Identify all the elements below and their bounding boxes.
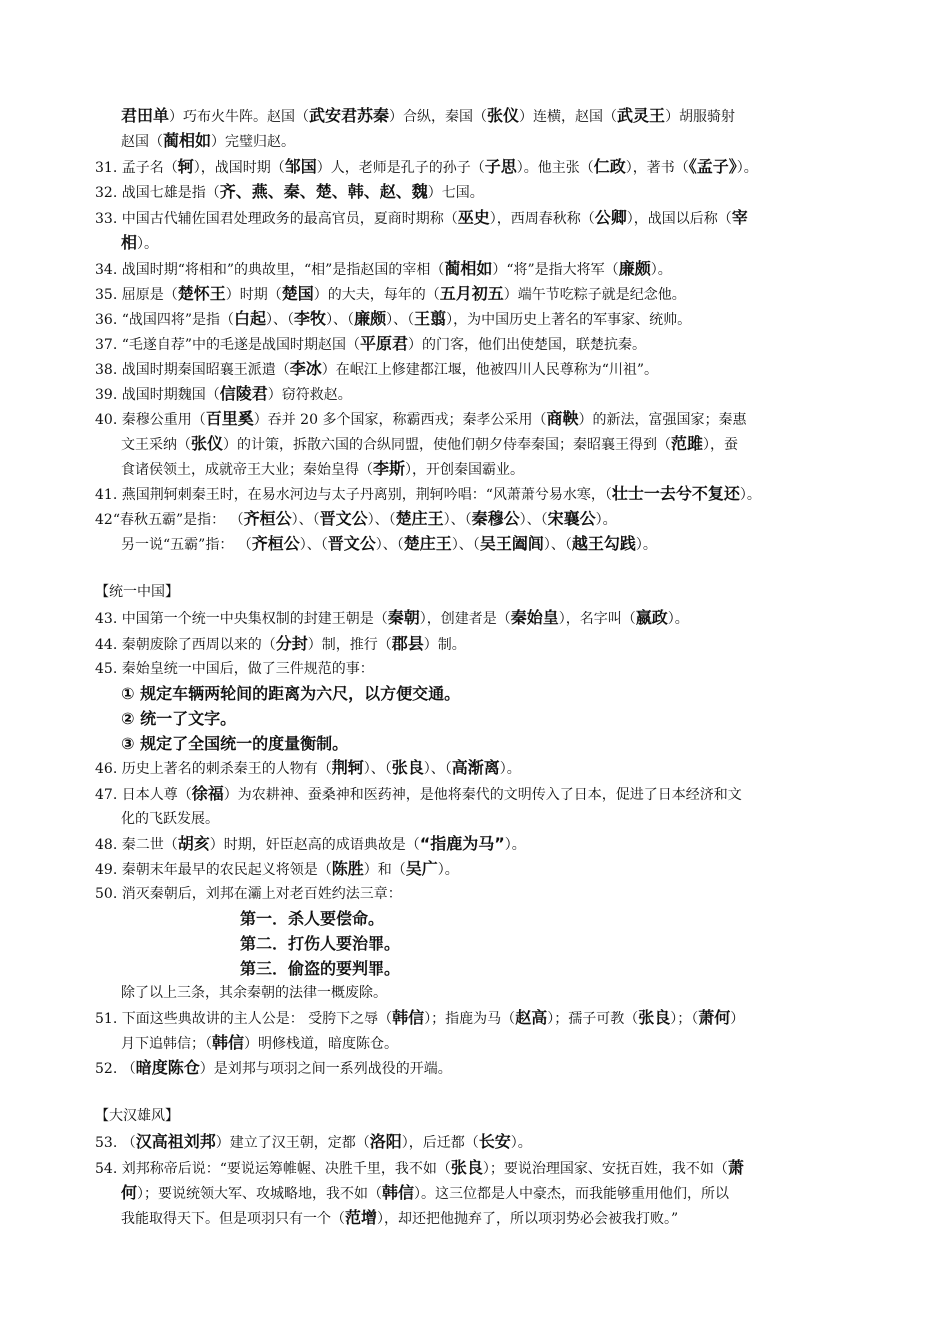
question-text: ）；指鹿为马（ <box>424 1011 516 1027</box>
question-text: ），著书（ <box>625 160 689 176</box>
text-line <box>121 1033 855 1055</box>
question-text: 文王采纳（ <box>121 437 191 453</box>
question-text: ），蚕 <box>703 437 739 453</box>
question-text: 41. 燕国荆轲刺秦王时，在易水河边与太子丹离别，荆轲吟唱：“风萧萧兮易水寒，（ <box>95 487 612 503</box>
question-text: 48. 秦二世（ <box>95 837 178 853</box>
question-text: ② 统一了文字。 <box>121 709 237 728</box>
text-line <box>95 659 855 681</box>
question-text: ） <box>730 1011 745 1027</box>
text-line <box>121 682 855 706</box>
text-line <box>95 182 855 204</box>
question-text: ）。 <box>667 611 689 627</box>
text-line <box>121 707 855 731</box>
text-line <box>0 932 950 956</box>
text-line <box>95 484 855 506</box>
question-text: 50. 消灭秦朝后，刘邦在灞上对老百姓约法三章： <box>95 886 402 902</box>
question-text: ），战国时期（ <box>193 160 285 176</box>
answer-text: 宰 <box>731 208 748 227</box>
question-text: ）、（ <box>519 512 548 528</box>
question-text: ）制。 <box>423 637 466 653</box>
answer-text: 暗度陈仓 <box>135 1058 200 1077</box>
question-text: ）、（ <box>363 761 392 777</box>
answer-text: 嬴政 <box>635 608 668 627</box>
question-text: ）、（ <box>326 312 355 328</box>
answer-text: 百里奚 <box>205 409 254 428</box>
answer-text: 萧 <box>727 1158 744 1177</box>
question-text: ），创建者是（ <box>419 611 511 627</box>
question-text: ）的大夫，每年的（ <box>313 287 440 303</box>
answer-text: 张良 <box>391 758 424 777</box>
question-text: ）、（ <box>299 537 328 553</box>
answer-text: 轲 <box>177 157 194 176</box>
question-text: ）；（ <box>670 1011 699 1027</box>
answer-text: “指鹿为马” <box>419 834 505 853</box>
answer-text: 韩信 <box>392 1008 425 1027</box>
answer-text: 信陵君 <box>219 384 268 403</box>
question-text: ）、（ <box>367 512 396 528</box>
question-text: 53. （ <box>95 1135 136 1151</box>
text-line <box>95 259 855 281</box>
question-text: 40. 秦穆公重用（ <box>95 412 206 428</box>
text-line <box>95 1132 855 1154</box>
answer-text: 韩信 <box>382 1183 415 1202</box>
question-text: 39. 战国时期魏国（ <box>95 387 220 403</box>
text-line <box>121 106 855 128</box>
question-text: ）、（ <box>386 312 415 328</box>
answer-text: 徐福 <box>191 784 224 803</box>
question-text: ）制，推行（ <box>307 637 392 653</box>
question-text: 月下追韩信；（ <box>121 1036 212 1052</box>
question-text: 化的飞跃发展。 <box>121 811 219 827</box>
question-text: ）。 <box>650 262 672 278</box>
text-line <box>95 784 855 806</box>
text-line <box>95 334 855 356</box>
text-line <box>121 1183 855 1205</box>
answer-text: 范雎 <box>671 434 704 453</box>
text-line <box>95 1158 855 1180</box>
answer-text: 平原君 <box>360 334 409 353</box>
text-line <box>95 859 855 881</box>
question-text: 36. “战国四将”是指（ <box>95 312 235 328</box>
question-text: 54. 刘邦称帝后说：“要说运筹帷幄、决胜千里，我不如（ <box>95 1161 451 1177</box>
question-text: ），为中国历史上著名的军事家、统帅。 <box>446 312 692 328</box>
question-text: 第二．打伤人要治罪。 <box>240 934 401 953</box>
answer-text: 赵高 <box>515 1008 548 1027</box>
question-text: 33. 中国古代辅佐国君处理政务的最高官员，夏商时期称（ <box>95 211 458 227</box>
answer-text: 荆轲 <box>331 758 364 777</box>
question-text: 52. （ <box>95 1061 136 1077</box>
answer-text: 公卿 <box>594 208 627 227</box>
question-text: ）。他主张（ <box>516 160 594 176</box>
question-text: ）吞并 20 多个国家，称霸西戎；秦孝公采用（ <box>253 412 547 428</box>
question-text: 31. 孟子名（ <box>95 160 178 176</box>
question-text: ）完璧归赵。 <box>211 134 296 150</box>
question-text: ）和（ <box>363 862 406 878</box>
question-text: 32. 战国七雄是指（ <box>95 185 220 201</box>
answer-text: 张良 <box>638 1008 671 1027</box>
text-line <box>121 983 855 1005</box>
question-text: 34. 战国时期“将相和”的典故里，“相”是指赵国的宰相（ <box>95 262 445 278</box>
answer-text: 齐桓公 <box>243 509 292 528</box>
text-line <box>121 233 855 255</box>
question-text: ）。 <box>504 837 526 853</box>
question-text: 42“春秋五霸”是指： （ <box>95 512 244 528</box>
question-text: ）巧布火牛阵。赵国（ <box>169 109 310 125</box>
answer-text: 巫史 <box>457 208 490 227</box>
answer-text: 萧何 <box>698 1008 731 1027</box>
answer-text: 何 <box>121 1183 138 1202</box>
text-line <box>121 459 855 481</box>
answer-text: 《孟子》 <box>688 157 737 176</box>
question-text: ）连横，赵国（ <box>519 109 618 125</box>
question-text: ），战国以后称（ <box>626 211 732 227</box>
question-text: 另一说“五霸”指： （ <box>121 537 252 553</box>
text-line <box>95 634 855 656</box>
question-text: ）窃符救赵。 <box>267 387 352 403</box>
answer-text: 分封 <box>275 634 308 653</box>
question-text: ）；要说治理国家、安抚百姓，我不如（ <box>482 1161 728 1177</box>
question-text: ）。这三位都是人中豪杰，而我能够重用他们，所以 <box>414 1186 730 1202</box>
text-line <box>95 608 855 630</box>
question-text: ）胡服骑射 <box>665 109 736 125</box>
question-text: ）、（ <box>266 312 295 328</box>
answer-text: 君田单 <box>121 106 170 125</box>
section-heading: 【大汉雄风】 <box>95 1108 179 1124</box>
answer-text: 王翦 <box>414 309 447 328</box>
question-text: 46. 历史上著名的刺杀秦王的人物有（ <box>95 761 332 777</box>
question-text: ）。 <box>137 236 159 252</box>
text-line <box>95 409 855 431</box>
answer-text: 秦朝 <box>387 608 420 627</box>
question-text: 49. 秦朝末年最早的农民起义将领是（ <box>95 862 332 878</box>
question-text: 47. 日本人尊（ <box>95 787 192 803</box>
question-text: 44. 秦朝废除了西周以来的（ <box>95 637 276 653</box>
text-line <box>121 732 855 756</box>
question-text: ）合纵，秦国（ <box>389 109 488 125</box>
question-text: 除了以上三条，其余秦朝的法律一概废除。 <box>121 985 387 1001</box>
question-text: ）时期，奸臣赵高的成语典故是（ <box>209 837 420 853</box>
answer-text: 楚庄王 <box>395 509 444 528</box>
question-text: ），名字叫（ <box>558 611 636 627</box>
section-heading: 【统一中国】 <box>95 584 179 600</box>
answer-text: 楚庄王 <box>403 534 452 553</box>
question-text: ）、（ <box>443 512 472 528</box>
answer-text: 白起 <box>234 309 267 328</box>
question-text: ）。 <box>437 862 459 878</box>
text-line <box>95 1008 855 1030</box>
question-text: 51. 下面这些典故讲的主人公是： 受胯下之辱（ <box>95 1011 393 1027</box>
answer-text: 韩信 <box>212 1033 245 1052</box>
question-text: ）；要说统领大军、攻城略地，我不如（ <box>137 1186 383 1202</box>
text-line <box>0 957 950 981</box>
answer-text: 秦穆公 <box>471 509 520 528</box>
answer-text: 武安君苏秦 <box>309 106 390 125</box>
text-line <box>95 359 855 381</box>
question-text: ），后迁都（ <box>401 1135 479 1151</box>
question-text: 第一．杀人要偿命。 <box>240 909 385 928</box>
answer-text: 长安 <box>478 1132 511 1151</box>
answer-text: 洛阳 <box>369 1132 402 1151</box>
answer-text: 宋襄公 <box>547 509 596 528</box>
answer-text: 秦始皇 <box>510 608 559 627</box>
question-text: ）是刘邦与项羽之间一系列战役的开端。 <box>199 1061 452 1077</box>
answer-text: 武灵王 <box>617 106 666 125</box>
question-text: 我能取得天下。但是项羽只有一个（ <box>121 1211 345 1227</box>
question-text: 38. 战国时期秦国昭襄王派遣（ <box>95 362 290 378</box>
question-text: ）端午节吃粽子就是纪念他。 <box>503 287 686 303</box>
question-text: ）；孺子可教（ <box>547 1011 639 1027</box>
question-text: ）。 <box>595 512 617 528</box>
question-text: ）在岷江上修建都江堰，他被四川人民尊称为“川祖”。 <box>321 362 659 378</box>
answer-text: 蔺相如 <box>444 259 493 278</box>
question-text: ）、（ <box>543 537 572 553</box>
answer-text: 邹国 <box>284 157 317 176</box>
text-line <box>0 907 950 931</box>
text-line <box>95 1058 855 1080</box>
answer-text: 晋文公 <box>319 509 368 528</box>
text-line <box>121 434 855 456</box>
question-text: ）的新法，富强国家；秦惠 <box>578 412 747 428</box>
question-text: ）。 <box>736 160 758 176</box>
answer-text: 齐桓公 <box>251 534 300 553</box>
question-text: 37. “毛遂自荐”中的毛遂是战国时期赵国（ <box>95 337 361 353</box>
text-line <box>95 157 855 179</box>
text-line <box>95 509 855 531</box>
question-text: ）的门客，他们出使楚国，联楚抗秦。 <box>408 337 647 353</box>
answer-text: 壮士一去兮不复还 <box>611 484 740 503</box>
text-line <box>95 309 855 331</box>
answer-text: 张仪 <box>487 106 520 125</box>
question-text: ③ 规定了全国统一的度量衡制。 <box>121 734 349 753</box>
answer-text: 齐、燕、秦、楚、韩、赵、魏 <box>219 182 428 201</box>
question-text: ）。 <box>499 761 521 777</box>
answer-text: 相 <box>121 233 138 252</box>
answer-text: 楚国 <box>281 284 314 303</box>
question-text: ）建立了汉王朝，定都（ <box>215 1135 370 1151</box>
answer-text: 胡亥 <box>177 834 210 853</box>
answer-text: 廉颇 <box>354 309 387 328</box>
question-text: ）。 <box>635 537 657 553</box>
question-text: ）七国。 <box>427 185 484 201</box>
question-text: 第三．偷盗的要判罪。 <box>240 959 401 978</box>
question-text: 35. 屈原是（ <box>95 287 178 303</box>
question-text: ① 规定车辆两轮间的距离为六尺，以方便交通。 <box>121 684 461 703</box>
question-text: ）“将”是指大将军（ <box>492 262 619 278</box>
text-line <box>95 1106 855 1128</box>
answer-text: 廉颇 <box>618 259 651 278</box>
question-text: ），却还把他抛弃了，所以项羽势必会被我打败。” <box>377 1211 679 1227</box>
text-line <box>95 834 855 856</box>
text-line <box>95 884 855 906</box>
question-text: 赵国（ <box>121 134 163 150</box>
question-text: 45. 秦始皇统一中国后，做了三件规范的事： <box>95 661 374 677</box>
answer-text: 李牧 <box>294 309 327 328</box>
question-text: ）。 <box>739 487 761 503</box>
answer-text: 楚怀王 <box>177 284 226 303</box>
text-line <box>121 809 855 831</box>
text-line <box>95 284 855 306</box>
text-line <box>121 534 855 556</box>
question-text: ）时期（ <box>225 287 282 303</box>
question-text: ），西周春秋称（ <box>489 211 595 227</box>
answer-text: 郡县 <box>391 634 424 653</box>
text-line <box>121 131 855 153</box>
answer-text: 高渐离 <box>451 758 500 777</box>
question-text: ）、（ <box>375 537 404 553</box>
answer-text: 蔺相如 <box>163 131 212 150</box>
question-text: ）明修栈道，暗度陈仓。 <box>244 1036 399 1052</box>
question-text: 43. 中国第一个统一中央集权制的封建王朝是（ <box>95 611 388 627</box>
answer-text: 商鞅 <box>546 409 579 428</box>
answer-text: 吴王阖闾 <box>479 534 544 553</box>
question-text: ）、（ <box>451 537 480 553</box>
question-text: ）、（ <box>423 761 452 777</box>
question-text: ）人，老师是孔子的孙子（ <box>316 160 485 176</box>
answer-text: 晋文公 <box>327 534 376 553</box>
answer-text: 汉高祖刘邦 <box>135 1132 216 1151</box>
answer-text: 子思 <box>484 157 517 176</box>
answer-text: 李冰 <box>289 359 322 378</box>
answer-text: 五月初五 <box>439 284 504 303</box>
answer-text: 李斯 <box>373 459 406 478</box>
answer-text: 张良 <box>450 1158 483 1177</box>
answer-text: 陈胜 <box>331 859 364 878</box>
text-line <box>95 208 855 230</box>
question-text: ）的计策，拆散六国的合纵同盟，使他们朝夕侍奉秦国；秦昭襄王得到（ <box>223 437 672 453</box>
answer-text: 仁政 <box>593 157 626 176</box>
answer-text: 范增 <box>345 1208 378 1227</box>
answer-text: 吴广 <box>405 859 438 878</box>
answer-text: 越王勾践 <box>571 534 636 553</box>
question-text: 食诸侯领土，成就帝王大业；秦始皇得（ <box>121 462 373 478</box>
text-line <box>95 384 855 406</box>
question-text: ）。 <box>510 1135 532 1151</box>
text-line <box>95 758 855 780</box>
answer-text: 张仪 <box>191 434 224 453</box>
question-text: ）、（ <box>291 512 320 528</box>
question-text: ），开创秦国霸业。 <box>405 462 525 478</box>
text-line <box>121 1208 855 1230</box>
question-text: ）为农耕神、蚕桑神和医药神，是他将秦代的文明传入了日本，促进了日本经济和文 <box>223 787 742 803</box>
text-line <box>95 582 855 604</box>
